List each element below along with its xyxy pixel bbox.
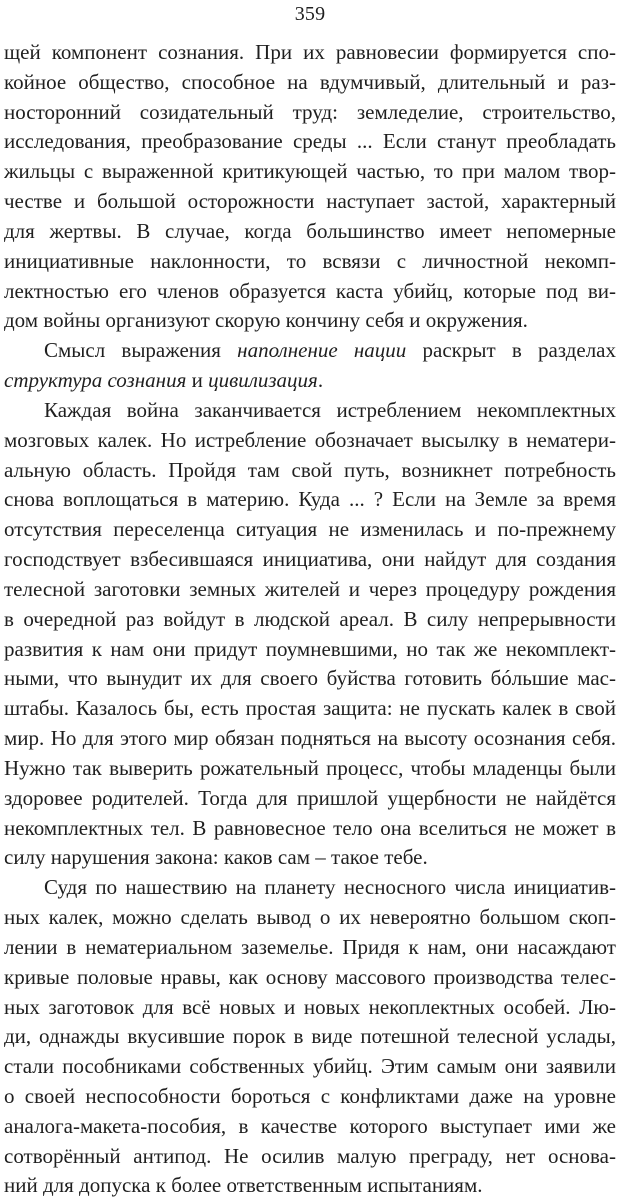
text-line bbox=[4, 336, 616, 366]
text-line bbox=[4, 814, 616, 844]
text-segment: дом войны организуют скорую кончину себя и окружения. bbox=[4, 308, 528, 333]
text-segment: сотворённый антипод. Не осилив малую преграду, нет основа- bbox=[4, 1143, 616, 1168]
text-segment: Нужно так выверить рожательный процесс, чтобы младенцы были bbox=[4, 755, 616, 780]
text-segment: аналога-макета-пособия, в качестве которого выступает ими же bbox=[4, 1113, 616, 1138]
text-line bbox=[4, 873, 616, 903]
text-line bbox=[4, 396, 616, 426]
text-segment: о своей неспособности бороться с конфликтами даже на уровне bbox=[4, 1083, 616, 1108]
text-line bbox=[4, 1171, 616, 1201]
text-segment: честве и большой осторожности наступает застой, характерный bbox=[4, 189, 616, 214]
text-segment: мозговых калек. Но истребление обозначает высылку в нематери- bbox=[4, 427, 616, 452]
text-segment: щей компонент сознания. При их равновесии формируется спо- bbox=[4, 40, 616, 64]
text-segment: некомплектных тел. В равновесное тело она вселиться не может в bbox=[4, 815, 616, 840]
text-line bbox=[4, 456, 616, 486]
text-line bbox=[4, 963, 616, 993]
text-segment: снова воплощаться в материю. Куда ... ? Если на Земле за время bbox=[4, 487, 616, 512]
text-segment: Смысл выражения bbox=[44, 338, 238, 363]
text-line bbox=[4, 217, 616, 247]
text-segment: для жертвы. В случае, когда большинство имеет непомерные bbox=[4, 218, 616, 243]
text-line bbox=[4, 515, 616, 545]
text-line bbox=[4, 933, 616, 963]
text-line bbox=[4, 605, 616, 635]
text-line bbox=[4, 187, 616, 217]
text-line bbox=[4, 664, 616, 694]
text-segment: телесной заготовки земных жителей и через процедуру рождения bbox=[4, 576, 616, 601]
text-segment: инициативные наклонности, то всвязи с личностной некомп- bbox=[4, 248, 616, 273]
text-segment: здоровее родителей. Тогда для пришлой ущербности не найдётся bbox=[4, 785, 616, 810]
italic-text: структура сознания bbox=[4, 368, 187, 393]
text-segment: лектностью его членов образуется каста убийц, которые под ви- bbox=[4, 278, 616, 303]
text-segment: кривые половые нравы, как основу массового производства телес- bbox=[4, 964, 616, 989]
text-line bbox=[4, 127, 616, 157]
text-segment: в очередной раз войдут в людской ареал. В силу непрерывности bbox=[4, 606, 616, 631]
text-segment: носторонний созидательный труд: земледелие, строительство, bbox=[4, 99, 616, 124]
text-line bbox=[4, 306, 616, 336]
text-line bbox=[4, 545, 616, 575]
italic-text: цивилизация bbox=[208, 368, 318, 393]
text-segment: мир. Но для этого мир обязан подняться на высоту осознания себя. bbox=[4, 726, 616, 751]
text-segment: господствует взбесившаяся инициатива, они найдут для создания bbox=[4, 547, 616, 572]
text-segment: альную область. Пройдя там свой путь, возникнет потребность bbox=[4, 457, 616, 482]
text-segment: силу нарушения закона: каков сам – такое тебе. bbox=[4, 845, 428, 870]
text-segment: раскрыт в разделах bbox=[406, 338, 616, 363]
text-line bbox=[4, 157, 616, 187]
text-line bbox=[4, 903, 616, 933]
text-line bbox=[4, 366, 616, 396]
page-number: 359 bbox=[294, 3, 326, 25]
text-line bbox=[4, 694, 616, 724]
text-line bbox=[4, 635, 616, 665]
text-line bbox=[4, 98, 616, 128]
text-segment: Каждая война заканчивается истреблением некомплектных bbox=[44, 397, 616, 422]
text-line bbox=[4, 68, 616, 98]
text-line bbox=[4, 754, 616, 784]
text-line bbox=[4, 843, 616, 873]
text-line bbox=[4, 1142, 616, 1172]
text-line bbox=[4, 1052, 616, 1082]
text-line bbox=[4, 38, 616, 68]
text-segment: отсутствия переселенца ситуация не изменилась и по-прежнему bbox=[4, 517, 616, 542]
text-line bbox=[4, 1022, 616, 1052]
text-line bbox=[4, 575, 616, 605]
text-line bbox=[4, 784, 616, 814]
text-segment: ди, однажды вкусившие порок в виде потешной телесной услады, bbox=[4, 1024, 616, 1049]
text-segment: исследования, преобразование среды ... Если станут преобладать bbox=[4, 129, 616, 154]
text-segment: ных заготовок для всё новых и новых некоплектных особей. Лю- bbox=[4, 994, 616, 1019]
text-segment: ных калек, можно сделать вывод о их невероятно большом скоп- bbox=[4, 905, 616, 930]
text-segment: штабы. Казалось бы, есть простая защита: не пускать калек в свой bbox=[4, 696, 616, 721]
text-segment: . bbox=[317, 368, 324, 393]
text-line bbox=[4, 724, 616, 754]
text-line bbox=[4, 1082, 616, 1112]
text-line bbox=[4, 277, 616, 307]
italic-text: наполнение нации bbox=[237, 338, 407, 363]
text-segment: койное общество, способное на вдумчивый, длительный и раз- bbox=[4, 69, 616, 94]
body-text bbox=[4, 38, 616, 1201]
text-line bbox=[4, 426, 616, 456]
text-segment: жильцы с выраженной критикующей частью, то при малом твор- bbox=[4, 159, 616, 184]
text-segment: стали пособниками собственных убийц. Этим самым они заявили bbox=[4, 1054, 616, 1079]
text-segment: развития к нам они придут поумневшими, но так же некомплект- bbox=[4, 636, 616, 661]
text-segment: лении в нематериальном заземелье. Придя к нам, они насаждают bbox=[4, 934, 616, 959]
text-line bbox=[4, 993, 616, 1023]
text-line bbox=[4, 1112, 616, 1142]
text-segment: и bbox=[186, 368, 209, 393]
text-segment: ными, что вынудит их для своего буйства готовить бóльшие мас- bbox=[4, 666, 616, 691]
text-line bbox=[4, 485, 616, 515]
text-line bbox=[4, 247, 616, 277]
text-segment: ний для допуска к более ответственным испытаниям. bbox=[4, 1173, 483, 1198]
text-segment: Судя по нашествию на планету несносного числа инициатив- bbox=[44, 875, 616, 900]
